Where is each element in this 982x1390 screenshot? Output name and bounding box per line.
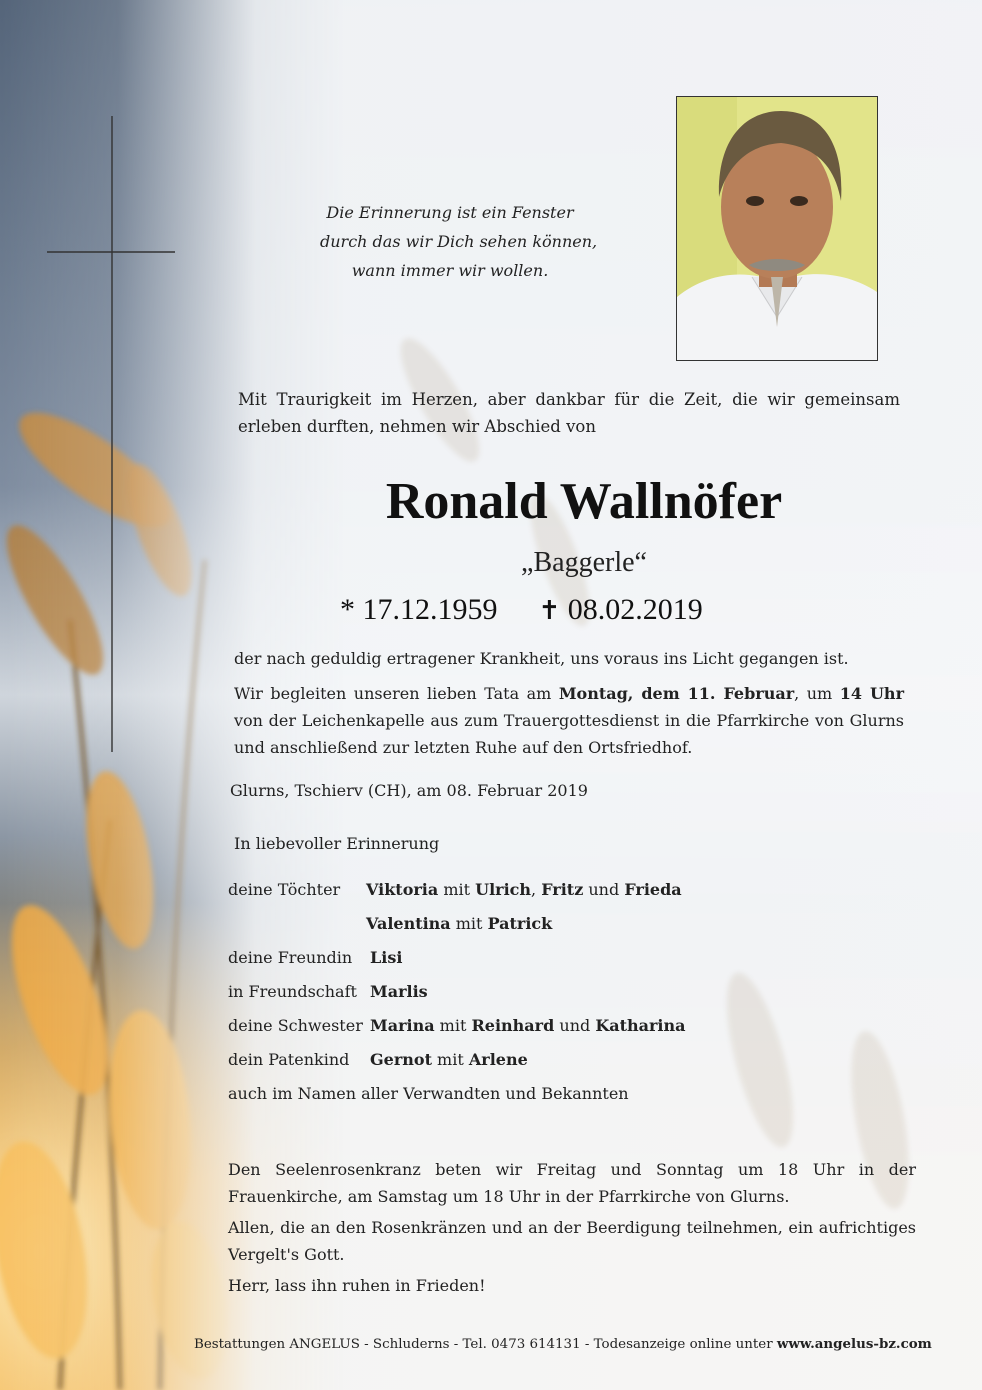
thanks-text: Allen, die an den Rosenkränzen und an der Beerdigung teilnehmen, ein aufrichtiges Vergelt's Gott. [228, 1218, 916, 1264]
portrait-photo [676, 96, 878, 361]
quote-line: durch das wir Dich sehen können, [320, 232, 598, 251]
footer-text: Bestattungen ANGELUS - Schluderns - Tel. 0473 614131 - Todesanzeige online unter [194, 1337, 777, 1352]
birth-star-icon: * [340, 593, 355, 626]
family-list [228, 876, 908, 1114]
quote-line: wann immer wir wollen. [351, 261, 549, 280]
family-row: deine Freundin Lisi [228, 944, 908, 978]
relation-label: deine Freundin [228, 948, 353, 967]
family-row: Valentina mit Patrick [366, 914, 553, 933]
rosary-text: Den Seelenrosenkranz beten wir Freitag und Sonntag um 18 Uhr in der Frauenkirche, am Samstag um 18 Uhr in der Pfarrkirche von Glurns. [228, 1160, 916, 1206]
life-dates [340, 590, 840, 631]
closing-text [228, 1156, 916, 1303]
funeral-text: Wir begleiten unseren lieben Tata am Montag, dem 11. Februar, um 14 Uhr von der Leichenkapelle aus zum Trauergottesdienst in die Pfarrkirche von Glurns und anschließend zur letzten Ruhe auf den Ortsfriedhof. [234, 684, 904, 757]
family-row: in Freundschaft Marlis [228, 978, 908, 1012]
birth-date: 17.12.1959 [362, 593, 498, 626]
family-row: dein Patenkind Gernot mit Arlene [228, 1046, 908, 1080]
family-row: auch im Namen aller Verwandten und Bekannten [228, 1084, 629, 1103]
relation-label: dein Patenkind [228, 1050, 350, 1069]
memorial-quote [320, 198, 598, 285]
death-cross-icon: ✝ [538, 596, 561, 626]
memory-line: In liebevoller Erinnerung [234, 834, 440, 853]
deceased-name: Ronald Wallnöfer [385, 473, 783, 530]
deceased-nickname: „Baggerle“ [521, 547, 647, 578]
intro-text: Mit Traurigkeit im Herzen, aber dankbar für die Zeit, die wir gemeinsam erleben durften, nehmen wir Abschied von [238, 390, 900, 436]
relation-label: deine Töchter [228, 880, 341, 899]
place-date: Glurns, Tschierv (CH), am 08. Februar 2019 [230, 781, 588, 800]
funeral-time: 14 Uhr [839, 684, 904, 703]
footer-link[interactable]: www.angelus-bz.com [776, 1336, 932, 1352]
relation-label: deine Schwester [228, 1016, 363, 1035]
family-row: deine Töchter Viktoria mit Ulrich, Fritz und Frieda [228, 876, 908, 910]
passing-text: der nach geduldig ertragener Krankheit, uns voraus ins Licht gegangen ist. [234, 649, 849, 668]
death-date: 08.02.2019 [567, 593, 703, 626]
family-row: deine Schwester Marina mit Reinhard und Katharina [228, 1012, 908, 1046]
relation-label: in Freundschaft [228, 982, 357, 1001]
funeral-day: Montag, dem 11. Februar [558, 684, 795, 703]
prayer-text: Herr, lass ihn ruhen in Frieden! [228, 1276, 486, 1295]
footer [194, 1336, 932, 1352]
quote-line: Die Erinnerung ist ein Fenster [326, 203, 574, 222]
